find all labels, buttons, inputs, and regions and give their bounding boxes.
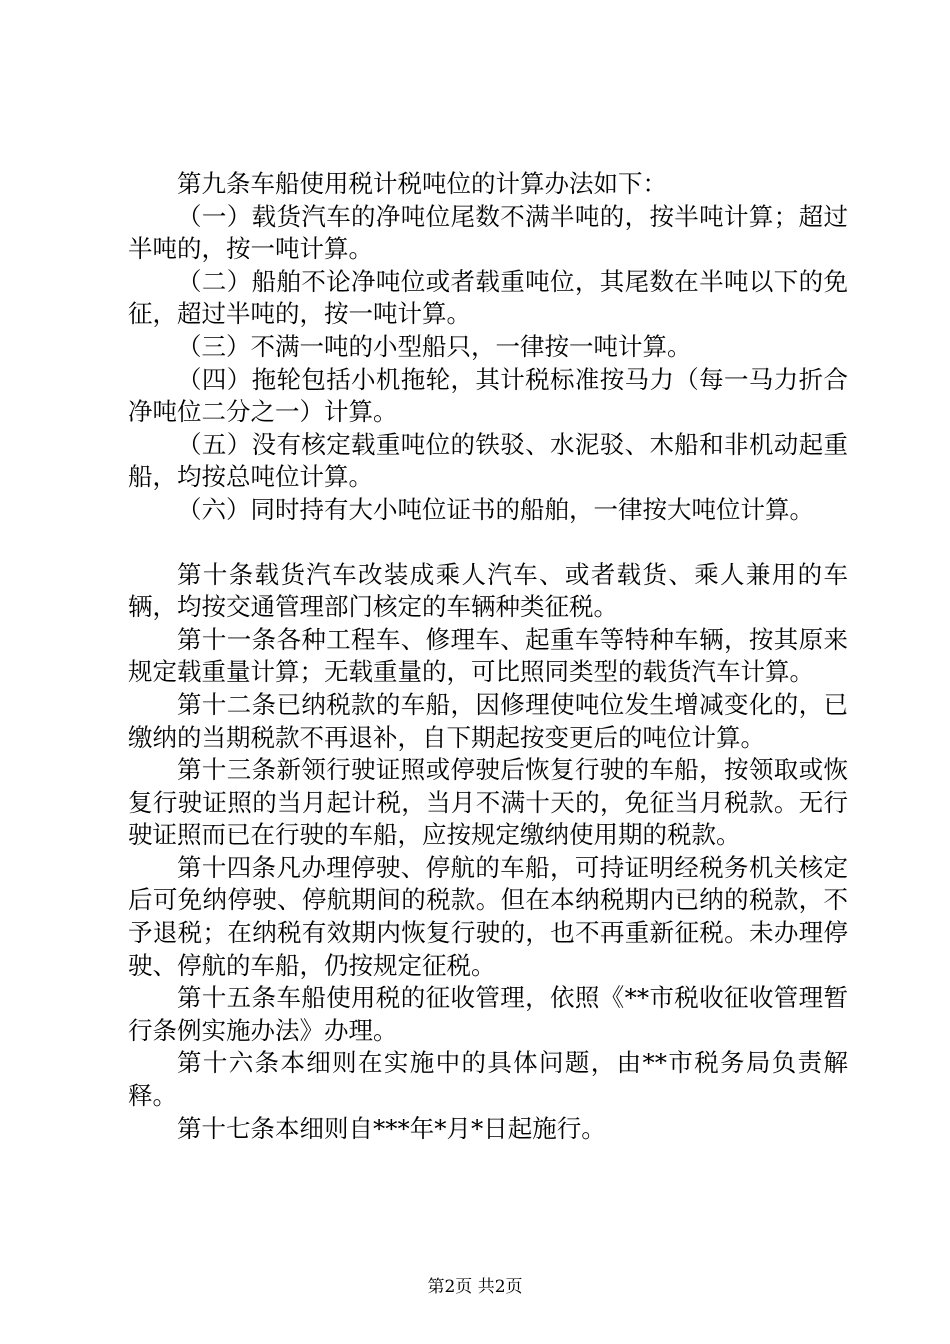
article-15: 第十五条车船使用税的征收管理，依照《**市税收征收管理暂行条例实施办法》办理。 (128, 983, 848, 1045)
article-14: 第十四条凡办理停驶、停航的车船，可持证明经税务机关核定后可免纳停驶、停航期间的税款。但在本纳税期内已纳的税款，不予退税；在纳税有效期内恢复行驶的，也不再重新征税。未办理停驶、停航的车船，仍按规定征税。 (128, 852, 848, 980)
article-12: 第十二条已纳税款的车船，因修理使吨位发生增减变化的，已缴纳的当期税款不再退补，自下期起按变更后的吨位计算。 (128, 689, 848, 752)
document-body (128, 168, 848, 1145)
article-9-item-1: （一）载货汽车的净吨位尾数不满半吨的，按半吨计算；超过半吨的，按一吨计算。 (128, 201, 848, 264)
article-9-item-6: （六）同时持有大小吨位证书的船舶，一律按大吨位计算。 (177, 494, 814, 524)
page-number-footer: 第2页 共2页 (427, 1277, 523, 1297)
article-11: 第十一条各种工程车、修理车、起重车等特种车辆，按其原来规定载重量计算；无载重量的，可比照同类型的载货汽车计算。 (128, 624, 848, 687)
article-9-item-5: （五）没有核定载重吨位的铁驳、水泥驳、木船和非机动起重船，均按总吨位计算。 (128, 429, 848, 492)
article-16: 第十六条本细则在实施中的具体问题，由**市税务局负责解释。 (128, 1048, 848, 1111)
article-10: 第十条载货汽车改装成乘人汽车、或者载货、乘人兼用的车辆，均按交通管理部门核定的车辆种类征税。 (128, 559, 848, 622)
article-13: 第十三条新领行驶证照或停驶后恢复行驶的车船，按领取或恢复行驶证照的当月起计税，当月不满十天的，免征当月税款。无行驶证照而已在行驶的车船，应按规定缴纳使用期的税款。 (128, 755, 848, 850)
article-9-heading: 第九条车船使用税计税吨位的计算办法如下： (177, 169, 667, 198)
article-9-item-2: （二）船舶不论净吨位或者载重吨位，其尾数在半吨以下的免征，超过半吨的，按一吨计算。 (128, 266, 848, 329)
article-17: 第十七条本细则自***年*月*日起施行。 (177, 1113, 606, 1143)
article-9-item-3: （三）不满一吨的小型船只，一律按一吨计算。 (177, 331, 692, 361)
article-9-item-4: （四）拖轮包括小机拖轮，其计税标准按马力（每一马力折合净吨位二分之一）计算。 (128, 364, 848, 427)
